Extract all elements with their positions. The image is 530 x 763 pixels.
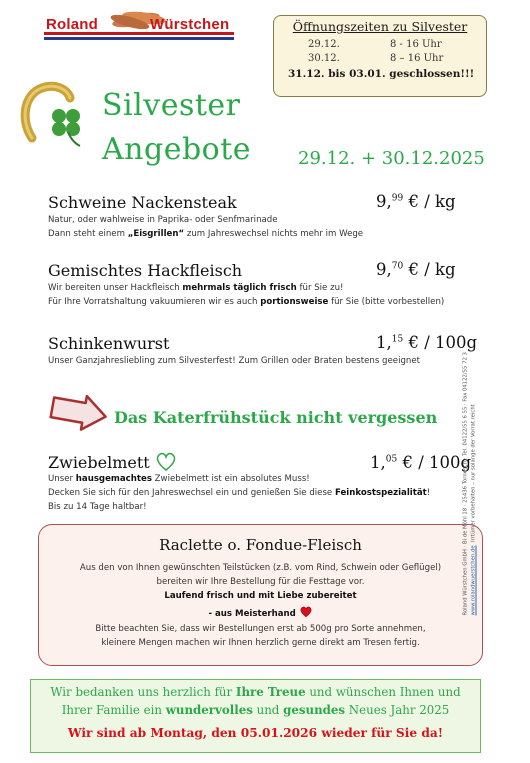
- price-unit: € / 100g: [408, 333, 478, 352]
- logo-text-right: Würstchen: [150, 16, 230, 33]
- kater-headline: Das Katerfrühstück nicht vergessen: [114, 408, 438, 427]
- thanks-line: Wir bedanken uns herzlich für Ihre Treue und wünschen Ihnen und: [50, 685, 461, 699]
- raclette-text: - aus Meisterhand: [39, 606, 482, 619]
- price-cents: 70: [391, 261, 404, 272]
- product-description: Unser Ganzjahresliebling zum Silvesterfest! Zum Grillen oder Braten bestens geeignet: [48, 356, 421, 366]
- product-description: Natur, oder wahlweise in Paprika- oder Senfmarinade Dann steht einem „Eisgrillen“ zum Jahreswechsel nichts mehr im Wege: [48, 215, 364, 239]
- hours-title: Öffnungszeiten zu Silvester: [292, 19, 468, 34]
- heart-outline-icon: [155, 452, 177, 472]
- raclette-text: kleinere Mengen machen wir Ihnen herzlich gerne direkt am Tresen fertig.: [101, 638, 420, 648]
- hours-date: 30.12.: [308, 53, 340, 64]
- product-price: [370, 453, 471, 472]
- hours-row: [308, 39, 442, 50]
- product-name: Gemischtes Hackfleisch: [48, 261, 243, 280]
- disclaimer: Irrtümer vorbehalten – nur solange der Vorrat reicht: [470, 404, 476, 543]
- thanks-box: [30, 679, 481, 753]
- price-unit: € / kg: [408, 192, 456, 211]
- company-footer-vertical: [463, 316, 478, 616]
- raclette-box: [38, 524, 483, 666]
- company-address: Roland Würstchen GmbH · Bi de Möhl 18 · 25436 Tornesch · Tel. 04122/55 6 55 · Fax 04122/55 72 3: [462, 352, 469, 616]
- price-cents: 15: [391, 334, 404, 345]
- hours-time: 8 - 16 Uhr: [390, 39, 442, 50]
- price-cents: 99: [391, 193, 404, 204]
- headline-line1: Silvester: [102, 88, 241, 123]
- horseshoe-clover-icon: [18, 80, 94, 148]
- product-name: [48, 452, 177, 472]
- raclette-text: bereiten wir Ihre Bestellung für die Festtage vor.: [156, 577, 365, 587]
- product-description: Wir bereiten unser Hackfleisch mehrmals täglich frisch für Sie zu! Für Ihre Vorratshaltung vakuumieren wir es auch portionsweise für Sie (bitte vorbestellen): [48, 283, 445, 307]
- reopening-notice: Wir sind ab Montag, den 05.01.2026 wieder für Sie da!: [67, 726, 444, 740]
- price-unit: € / 100g: [402, 453, 472, 472]
- price-main: 1,: [370, 453, 386, 472]
- heart-red-icon: [299, 606, 313, 618]
- headline-line2: Angebote: [102, 132, 252, 167]
- raclette-text: Aus den von Ihnen gewünschten Teilstücken (z.B. vom Rind, Schwein oder Geflügel): [79, 563, 442, 573]
- product-name: Schinkenwurst: [48, 334, 170, 353]
- hours-date: 29.12.: [308, 39, 340, 50]
- hours-closed: 31.12. bis 03.01. geschlossen!!!: [288, 68, 475, 80]
- roland-logo: [44, 6, 234, 50]
- opening-hours-box: [273, 15, 487, 97]
- company-website-link[interactable]: www.rolandwuerstchen.de: [470, 545, 476, 616]
- logo-text-left: Roland: [46, 16, 99, 33]
- hours-time: 8 – 16 Uhr: [390, 53, 444, 64]
- thanks-line: Ihrer Familie ein wundervolles und gesundes Neues Jahr 2025: [61, 703, 450, 717]
- arrow-right-icon: [48, 392, 110, 432]
- product-name-text: Zwiebelmett: [48, 453, 150, 472]
- product-name: Schweine Nackensteak: [48, 193, 237, 212]
- product-price: [376, 260, 456, 279]
- offer-dates: 29.12. + 30.12.2025: [298, 148, 485, 169]
- raclette-text: Laufend frisch und mit Liebe zubereitet: [164, 591, 357, 601]
- raclette-title: Raclette o. Fondue-Fleisch: [159, 536, 362, 554]
- price-cents: 05: [385, 454, 398, 465]
- product-description: Unser hausgemachtes Zwiebelmett ist ein absolutes Muss! Decken Sie sich für den Jahreswechsel ein und genießen Sie diese Feinkostspezialität! Bis zu 14 Tage haltbar!: [48, 474, 431, 512]
- price-main: 1,: [376, 333, 392, 352]
- product-price: [376, 192, 456, 211]
- price-main: 9,: [376, 192, 392, 211]
- raclette-text: Bitte beachten Sie, dass wir Bestellungen erst ab 500g pro Sorte annehmen,: [95, 624, 426, 634]
- price-main: 9,: [376, 260, 392, 279]
- price-unit: € / kg: [408, 260, 456, 279]
- hours-row: [308, 53, 444, 64]
